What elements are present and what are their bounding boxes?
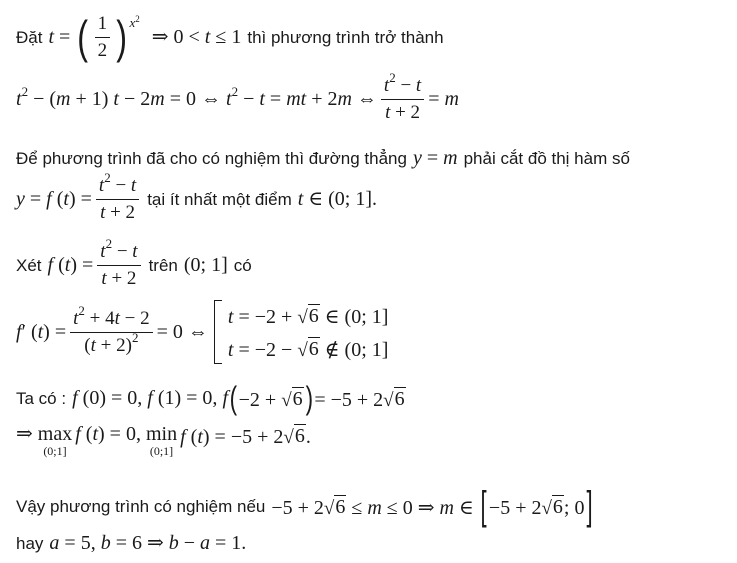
- frac-f3: $\frac{t^2 - t}{t + 2}$: [97, 242, 140, 289]
- line-conclusion: Vậy phương trình có nghiệm nếu −5 + 2 √ 6 ≤ m ≤ 0 ⇒ m ∈ [ −5 + 2 √ 6 ; 0 ]: [16, 484, 594, 528]
- line-function: y = f (t) = $\frac{t^2 - t}{t + 2}$ tại ít nhất một điểm t ∈ (0; 1].: [16, 170, 378, 223]
- frac-one-half: $\frac{1}{2}$: [95, 14, 111, 61]
- frac-f: $\frac{t^2 - t}{t + 2}$: [381, 76, 424, 123]
- line-maxmin: ⇒ max (0;1] f (t) = 0, min (0;1] f (t) = −5 + 2 √ 6 .: [16, 423, 311, 458]
- text-xet: Xét: [16, 255, 42, 275]
- frac-derivative: $\frac{t^2 + 4t - 2}{(t + 2)^2}$: [70, 309, 153, 356]
- cases-roots: t = −2 + √ 6 ∈ (0; 1] t = −2 − √ 6 ∉ (0; 1]: [214, 300, 389, 364]
- line-xet: Xét f (t) = $\frac{t^2 - t}{t + 2}$ trên (0; 1] có: [16, 236, 252, 289]
- line-values: Ta có : f (0) = 0, f (1) = 0, f ( −2 + √ 6 ) = −5 + 2 √ 6: [16, 380, 405, 416]
- text-vay: Vậy phương trình có nghiệm nếu: [16, 496, 266, 516]
- line-condition: Để phương trình đã cho có nghiệm thì đường thẳng y = m phải cắt đồ thị hàm số: [16, 147, 630, 169]
- text-tren: trên: [148, 255, 178, 275]
- math-equation: $t^2 - (m + 1) t - 2m = 0$ ⇔ $t^2 - t$ = mt + 2m ⇔: [16, 84, 377, 111]
- text-phai-cat: phải cắt đồ thị hàm số: [463, 148, 630, 168]
- math-range: ⇒ 0 < t ≤ 1: [151, 26, 242, 49]
- line-answer: hay a = 5, b = 6 ⇒ b − a = 1.: [16, 532, 247, 554]
- text-ta-co: Ta có :: [16, 388, 67, 408]
- line-derivative: f′ (t) = $\frac{t^2 + 4t - 2}{(t + 2)^2}$ = 0 ⇔ t = −2 + √ 6 ∈ (0; 1] t = −2 − √ 6 ∉ (0; 1]: [16, 300, 388, 364]
- text-thi: thì phương trình trở thành: [247, 27, 444, 47]
- text-tai: tại ít nhất một điểm: [147, 189, 292, 209]
- max-operator: max (0;1]: [37, 423, 73, 458]
- text-de: Để phương trình đã cho có nghiệm thì đường thẳng: [16, 148, 407, 168]
- text-co: có: [233, 255, 252, 275]
- line-equation: $t^2 - (m + 1) t - 2m = 0$ ⇔ $t^2 - t$ = mt + 2m ⇔ $\frac{t^2 - t}{t + 2}$ = m: [16, 70, 459, 123]
- min-operator: min (0;1]: [145, 423, 178, 458]
- frac-f2: $\frac{t^2 - t}{t + 2}$: [96, 176, 139, 223]
- math-sub: t =: [48, 26, 71, 49]
- text-hay: hay: [16, 533, 44, 553]
- line-substitution: Đặt t = ( $\frac{1}{2}$ ) $x^2$ ⇒ 0 < t ≤ 1 thì phương trình trở thành: [16, 11, 444, 64]
- text-dat: Đặt: [16, 27, 43, 47]
